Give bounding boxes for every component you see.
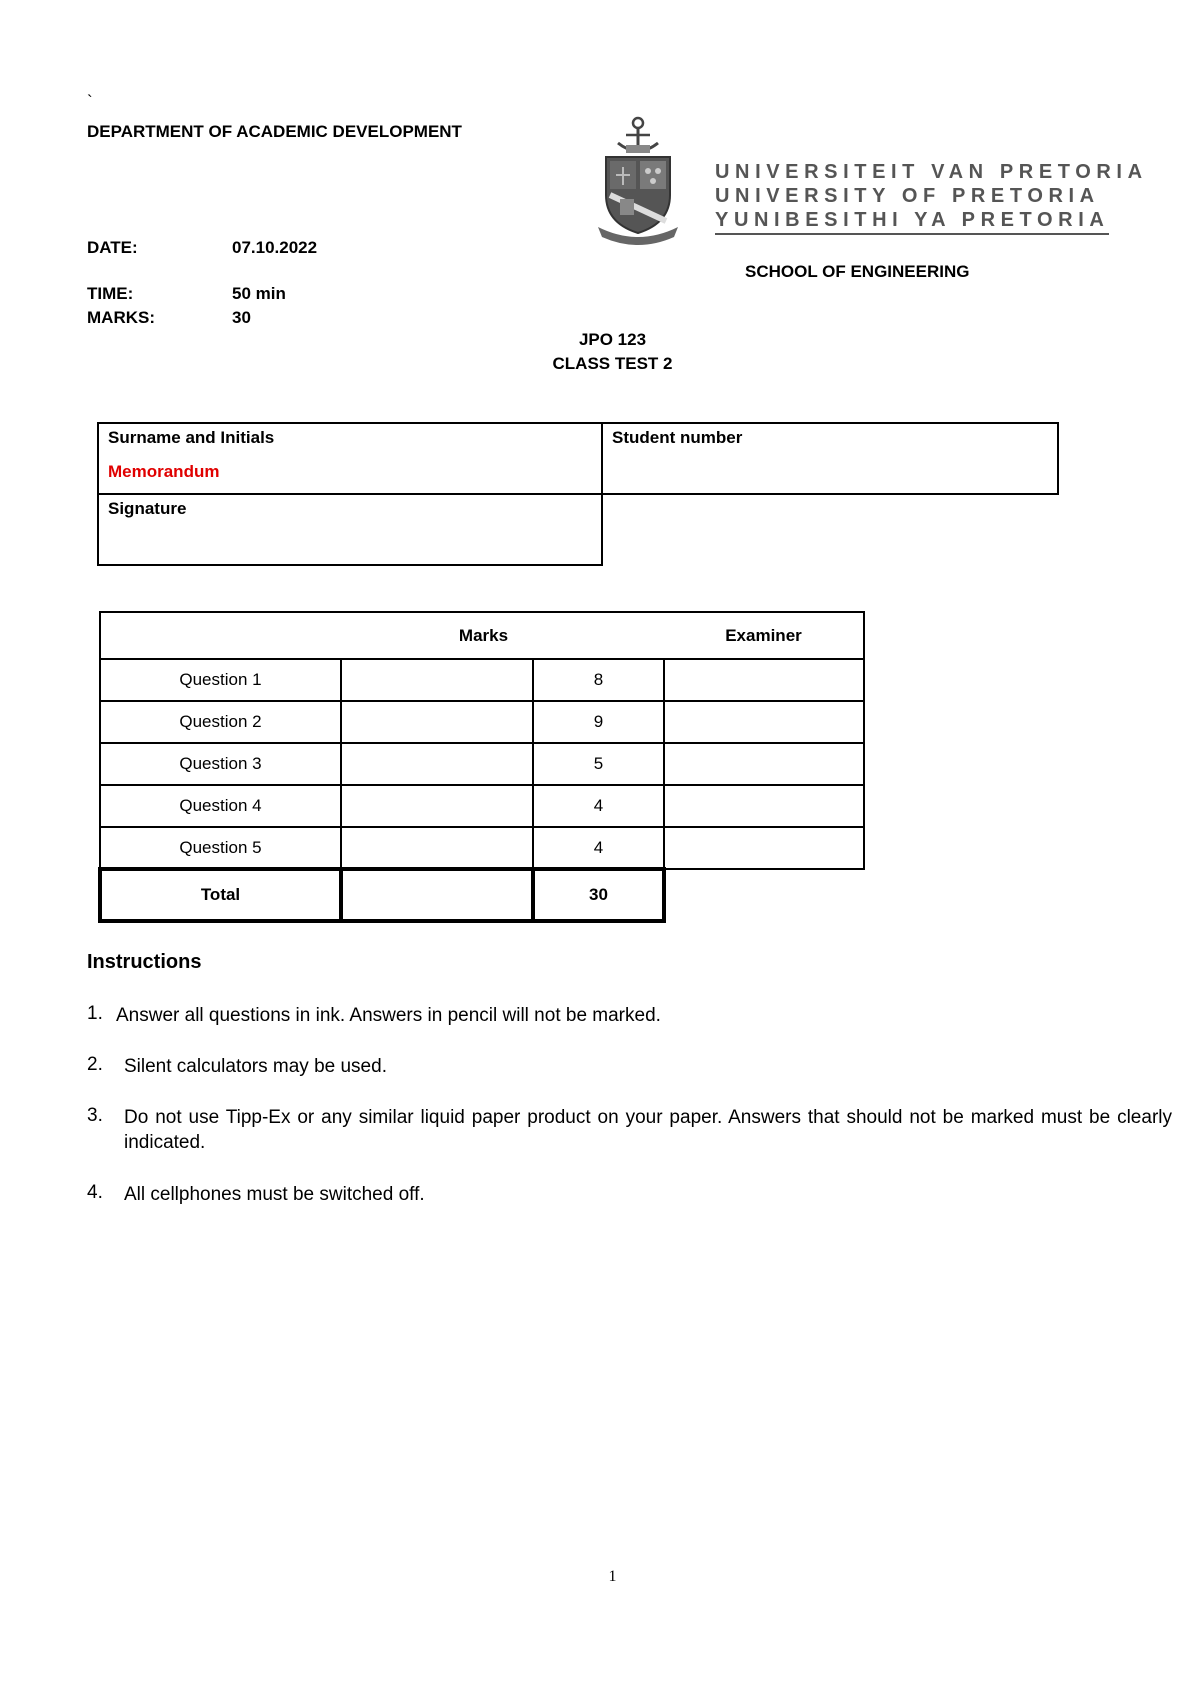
available-marks: 5 (533, 743, 664, 785)
signature-cell[interactable] (97, 493, 603, 566)
obtained-marks-cell[interactable] (341, 785, 533, 827)
marks-table (98, 611, 865, 923)
marks-column-header: Marks (100, 612, 664, 659)
marks-label: MARKS: (87, 308, 155, 327)
test-title: CLASS TEST 2 (552, 354, 673, 373)
department-title: DEPARTMENT OF ACADEMIC DEVELOPMENT (87, 122, 462, 141)
time-label: TIME: (87, 284, 134, 303)
available-marks: 9 (533, 701, 664, 743)
marks-table-header (100, 612, 864, 659)
question-label: Question 5 (100, 827, 341, 869)
surname-value: Memorandum (108, 462, 220, 481)
total-obtained-cell[interactable] (341, 869, 533, 921)
course-code: JPO 123 (578, 330, 647, 349)
examiner-column-header: Examiner (664, 612, 864, 659)
time-value: 50 min (232, 284, 286, 303)
instruction-number: 2. (87, 1054, 103, 1075)
available-marks: 4 (533, 827, 664, 869)
question-label: Question 2 (100, 701, 341, 743)
student-number-cell[interactable] (601, 422, 1059, 495)
question-label: Question 1 (100, 659, 341, 701)
instruction-text: All cellphones must be switched off. (124, 1184, 425, 1205)
obtained-marks-cell[interactable] (341, 701, 533, 743)
instruction-number: 1. (87, 1003, 103, 1024)
examiner-cell[interactable] (664, 659, 864, 701)
surname-label: Surname and Initials (108, 428, 275, 447)
total-row (100, 869, 864, 921)
signature-label: Signature (108, 499, 187, 518)
instruction-number: 3. (87, 1105, 103, 1126)
student-info-box (97, 422, 1059, 566)
table-row (100, 827, 864, 869)
instruction-text: Answer all questions in ink. Answers in pencil will not be marked. (116, 1005, 661, 1026)
examiner-cell[interactable] (664, 701, 864, 743)
university-name-sepedi: YUNIBESITHI YA PRETORIA (715, 208, 1109, 235)
surname-cell[interactable] (97, 422, 603, 495)
available-marks: 8 (533, 659, 664, 701)
marks-value: 30 (232, 308, 251, 327)
question-label: Question 4 (100, 785, 341, 827)
table-row (100, 785, 864, 827)
school-title: SCHOOL OF ENGINEERING (745, 262, 970, 281)
university-name-afrikaans: UNIVERSITEIT VAN PRETORIA (715, 161, 1148, 183)
student-number-label: Student number (612, 428, 743, 447)
instruction-text: Do not use Tipp-Ex or any similar liquid paper product on your paper. Answers that should not be marked must be clearly indicated. (124, 1107, 1172, 1153)
table-row (100, 743, 864, 785)
obtained-marks-cell[interactable] (341, 827, 533, 869)
total-label: Total (100, 869, 341, 921)
table-row (100, 701, 864, 743)
instruction-number: 4. (87, 1182, 103, 1203)
available-marks: 4 (533, 785, 664, 827)
question-label: Question 3 (100, 743, 341, 785)
examiner-cell[interactable] (664, 743, 864, 785)
university-name-block (715, 160, 1148, 235)
obtained-marks-cell[interactable] (341, 659, 533, 701)
table-row (100, 659, 864, 701)
page-number: 1 (608, 1568, 617, 1585)
tick-mark: ` (87, 92, 93, 111)
examiner-cell[interactable] (664, 785, 864, 827)
university-name-english: UNIVERSITY OF PRETORIA (715, 185, 1100, 207)
obtained-marks-cell[interactable] (341, 743, 533, 785)
date-value: 07.10.2022 (232, 238, 318, 257)
date-label: DATE: (87, 238, 138, 257)
instructions-title: Instructions (87, 951, 202, 973)
university-crest-logo (598, 115, 678, 245)
examiner-cell[interactable] (664, 827, 864, 869)
instruction-text: Silent calculators may be used. (124, 1056, 387, 1077)
total-value: 30 (533, 869, 664, 921)
